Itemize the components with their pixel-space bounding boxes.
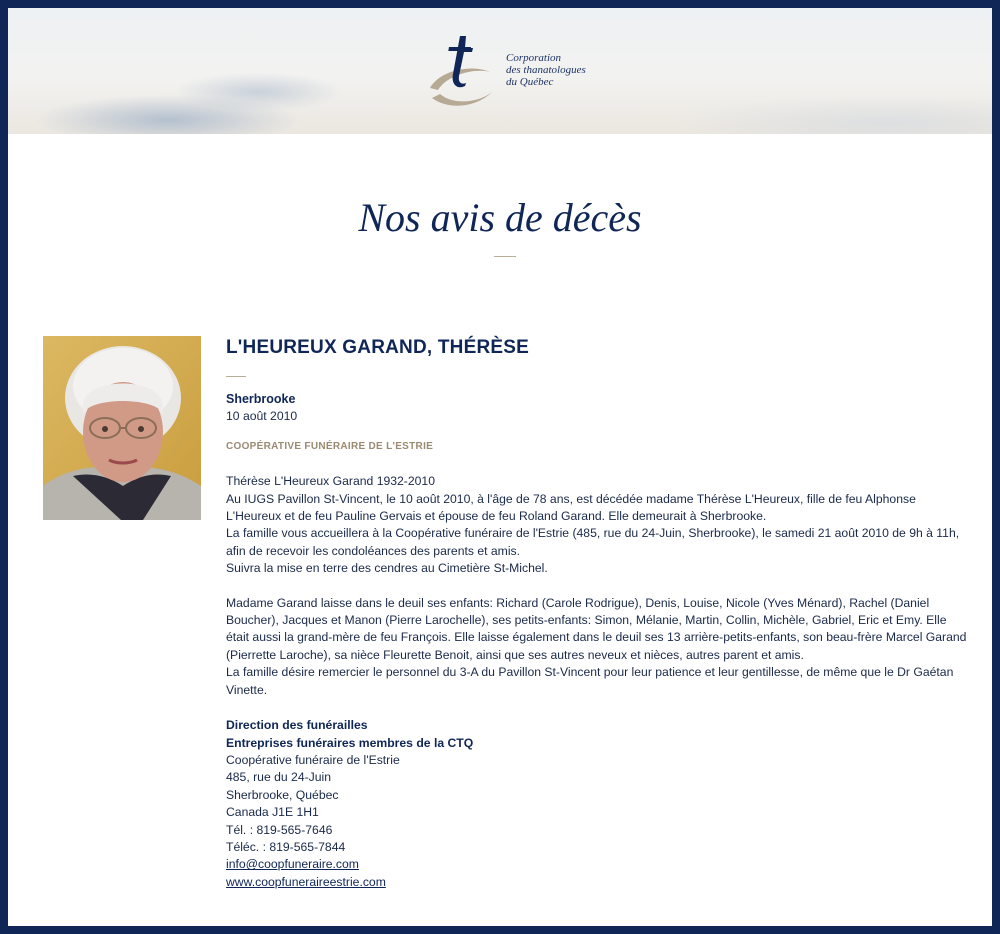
funeral-city: Sherbrooke, Québec	[226, 787, 339, 802]
page-title: Nos avis de décès	[358, 195, 642, 240]
funeral-country: Canada J1E 1H1	[226, 805, 319, 820]
deceased-portrait	[43, 336, 201, 520]
ctq-members-heading: Entreprises funéraires membres de la CTQ	[226, 735, 474, 750]
obituary-content	[226, 336, 970, 891]
obituary-line: La famille désire remercier le personnel du 3-A du Pavillon St-Vincent pour leur patience et leur gentillesse, de même que le Dr Gaétan Vinette.	[226, 665, 954, 697]
obituary-text	[226, 473, 970, 891]
funeral-company: Coopérative funéraire de l'Estrie	[226, 752, 400, 767]
obituary-line: Madame Garand laisse dans le deuil ses enfants: Richard (Carole Rodrigue), Denis, Louise, Nicole (Yves Ménard), Rachel (Daniel Boucher), Jacques et Manon (Pierre Larochelle), ses petits-enfants: Simon, Mélanie, Martin, Collin, Michèle, Gabriel, Eric et Emy. Elle était aussi la grand-mère de feu François. Elle laisse également dans le deuil ses 13 arrière-petits-enfants, son beau-frère Marcel Garand (Pierrette Laroche), sa nièce Fleurette Benoit, ainsi que ses autres neveux et nièces, autres parent et amis.	[226, 595, 967, 662]
funeral-phone: Tél. : 819-565-7646	[226, 822, 333, 837]
obituary-date: 10 août 2010	[226, 409, 298, 424]
obituary-city: Sherbrooke	[226, 392, 296, 406]
obituary-line: Au IUGS Pavillon St-Vincent, le 10 août 2010, à l'âge de 78 ans, est décédée madame Thérèse L'Heureux, fille de feu Alphonse L'Heureux et de feu Pauline Gervais et épouse de feu Roland Garand. Elle demeurait à Sherbrooke.	[226, 491, 916, 524]
funeral-direction-heading: Direction des funérailles	[226, 718, 368, 733]
funeral-email-link[interactable]: info@coopfuneraire.com	[226, 857, 359, 872]
ctq-logo-icon	[426, 30, 498, 108]
logo-line-3: du Québec	[506, 76, 554, 88]
ctq-logo[interactable]	[426, 30, 606, 110]
logo-line-2: des thanatologues	[506, 64, 586, 76]
ctq-logo-text	[506, 52, 586, 88]
paragraph-spacer	[226, 578, 970, 595]
portrait-image	[43, 336, 201, 520]
header-banner	[8, 8, 992, 134]
logo-line-1: Corporation	[506, 52, 562, 64]
paragraph-spacer	[226, 699, 970, 717]
obituary-line: Thérèse L'Heureux Garand 1932-2010	[226, 474, 435, 489]
funeral-website-link[interactable]: www.coopfuneraireestrie.com	[226, 874, 386, 889]
funeral-home-label: COOPÉRATIVE FUNÉRAIRE DE L'ESTRIE	[226, 440, 434, 452]
deceased-name: L'HEUREUX GARAND, THÉRÈSE	[226, 337, 529, 358]
obituary-line: Suivra la mise en terre des cendres au Cimetière St-Michel.	[226, 561, 548, 576]
funeral-street: 485, rue du 24-Juin	[226, 770, 332, 785]
funeral-fax: Téléc. : 819-565-7844	[226, 839, 346, 854]
title-divider	[494, 256, 516, 257]
obituary-line: La famille vous accueillera à la Coopérative funéraire de l'Estrie (485, rue du 24-Juin, Sherbrooke), le samedi 21 août 2010 de 9h à 11h, afin de recevoir les condoléances des parents et amis.	[226, 526, 960, 558]
name-divider	[226, 376, 246, 377]
